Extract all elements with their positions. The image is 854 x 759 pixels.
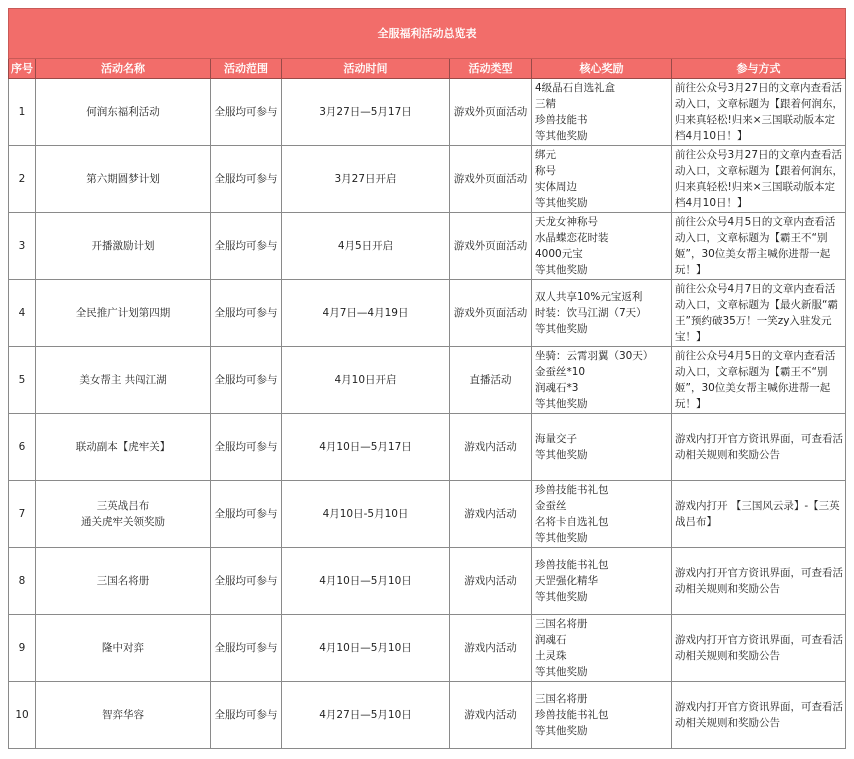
index-text: 7 xyxy=(18,508,26,520)
cell-scope xyxy=(211,414,282,481)
scope-text: 全服均可参与 xyxy=(214,441,278,453)
cell-method xyxy=(672,79,846,146)
name-line: 三英战吕布 xyxy=(96,500,150,512)
index-text: 10 xyxy=(15,709,29,721)
method-text: 游戏内打开官方资讯界面，可查看活动相关规则和奖励公告 xyxy=(675,701,843,729)
cell-time xyxy=(282,548,450,615)
type-text: 游戏外页面活动 xyxy=(453,106,528,118)
cell-index xyxy=(9,414,36,481)
reward-item: 名将卡自选礼包 xyxy=(535,516,609,528)
cell-type xyxy=(450,615,532,682)
table-row xyxy=(9,347,846,414)
cell-index xyxy=(9,347,36,414)
cell-name xyxy=(36,79,211,146)
cell-rewards xyxy=(532,280,672,347)
header-row xyxy=(9,59,846,79)
table-row xyxy=(9,481,846,548)
welfare-overview-sheet xyxy=(8,8,845,749)
type-text: 游戏外页面活动 xyxy=(453,173,528,185)
cell-rewards xyxy=(532,213,672,280)
time-text: 3月27日—5月17日 xyxy=(319,106,412,118)
name-line: 三国名将册 xyxy=(96,575,150,587)
cell-rewards xyxy=(532,347,672,414)
index-text: 5 xyxy=(18,374,26,386)
cell-time xyxy=(282,280,450,347)
cell-scope xyxy=(211,481,282,548)
scope-text: 全服均可参与 xyxy=(214,307,278,319)
name-line: 联动副本【虎牢关】 xyxy=(75,441,171,453)
cell-index xyxy=(9,548,36,615)
method-text: 游戏内打开官方资讯界面，可查看活动相关规则和奖励公告 xyxy=(675,567,843,595)
name-line: 美女帮主 共闯江湖 xyxy=(79,374,167,386)
cell-type xyxy=(450,347,532,414)
cell-rewards xyxy=(532,548,672,615)
column-header-scope: 活动范围 xyxy=(211,59,282,79)
cell-time xyxy=(282,682,450,749)
column-header-index: 序号 xyxy=(9,59,36,79)
type-text: 直播活动 xyxy=(469,374,512,386)
reward-item: 等其他奖励 xyxy=(535,398,588,410)
index-text: 4 xyxy=(18,307,26,319)
cell-name xyxy=(36,682,211,749)
time-text: 4月10日—5月10日 xyxy=(319,575,412,587)
column-header-type: 活动类型 xyxy=(450,59,532,79)
cell-name xyxy=(36,481,211,548)
index-text: 2 xyxy=(18,173,26,185)
time-text: 4月5日开启 xyxy=(337,240,394,252)
table-row xyxy=(9,79,846,146)
reward-item: 三精 xyxy=(535,98,556,110)
cell-name xyxy=(36,615,211,682)
type-text: 游戏内活动 xyxy=(464,508,517,520)
cell-name xyxy=(36,414,211,481)
index-text: 8 xyxy=(18,575,26,587)
reward-item: 等其他奖励 xyxy=(535,449,588,461)
type-text: 游戏内活动 xyxy=(464,642,517,654)
time-text: 4月7日—4月19日 xyxy=(322,307,409,319)
scope-text: 全服均可参与 xyxy=(214,106,278,118)
reward-item: 等其他奖励 xyxy=(535,666,588,678)
cell-type xyxy=(450,414,532,481)
table-row xyxy=(9,414,846,481)
method-text: 前往公众号4月5日的文章内查看活动入口，文章标题为【霸王不“别姬”，30位美女帮主喊你进帮一起玩！】 xyxy=(675,216,836,276)
reward-item: 等其他奖励 xyxy=(535,532,588,544)
table-row xyxy=(9,682,846,749)
method-text: 前往公众号3月27日的文章内查看活动入口，文章标题为【跟着何润东，归来真轻松!归来×三国联动版本定档4月10日！】 xyxy=(675,149,843,209)
reward-item: 水晶蝶恋花时装 xyxy=(535,232,609,244)
column-header-rewards: 核心奖励 xyxy=(532,59,672,79)
cell-rewards xyxy=(532,146,672,213)
time-text: 4月27日—5月10日 xyxy=(319,709,412,721)
cell-name xyxy=(36,146,211,213)
cell-scope xyxy=(211,548,282,615)
index-text: 9 xyxy=(18,642,26,654)
cell-time xyxy=(282,213,450,280)
cell-method xyxy=(672,280,846,347)
cell-type xyxy=(450,548,532,615)
reward-item: 时装：饮马江湖（7天） xyxy=(535,307,647,319)
method-text: 前往公众号3月27日的文章内查看活动入口，文章标题为【跟着何润东，归来真轻松!归来×三国联动版本定档4月10日！】 xyxy=(675,82,843,142)
cell-scope xyxy=(211,682,282,749)
cell-index xyxy=(9,615,36,682)
name-line: 隆中对弈 xyxy=(102,642,144,654)
cell-time xyxy=(282,347,450,414)
cell-scope xyxy=(211,280,282,347)
cell-time xyxy=(282,414,450,481)
reward-item: 土灵珠 xyxy=(535,650,567,662)
reward-item: 珍兽技能书礼包 xyxy=(535,484,609,496)
column-header-name: 活动名称 xyxy=(36,59,211,79)
scope-text: 全服均可参与 xyxy=(214,709,278,721)
cell-scope xyxy=(211,347,282,414)
time-text: 3月27日开启 xyxy=(334,173,397,185)
type-text: 游戏外页面活动 xyxy=(453,307,528,319)
index-text: 6 xyxy=(18,441,26,453)
method-text: 前往公众号4月7日的文章内查看活动入口，文章标题为【最火新服“霸王”预约破35万！一笑zy入驻发元宝！】 xyxy=(675,283,838,343)
time-text: 4月10日开启 xyxy=(334,374,397,386)
reward-item: 4000元宝 xyxy=(535,248,583,260)
cell-type xyxy=(450,79,532,146)
cell-name xyxy=(36,548,211,615)
cell-method xyxy=(672,548,846,615)
cell-type xyxy=(450,481,532,548)
cell-time xyxy=(282,79,450,146)
cell-rewards xyxy=(532,682,672,749)
cell-method xyxy=(672,615,846,682)
cell-time xyxy=(282,615,450,682)
scope-text: 全服均可参与 xyxy=(214,642,278,654)
name-line: 何润东福利活动 xyxy=(86,106,160,118)
scope-text: 全服均可参与 xyxy=(214,575,278,587)
reward-item: 坐骑：云霄羽翼（30天） xyxy=(535,350,654,362)
scope-text: 全服均可参与 xyxy=(214,508,278,520)
reward-item: 实体周边 xyxy=(535,181,577,193)
reward-item: 珍兽技能书礼包 xyxy=(535,559,609,571)
reward-item: 称号 xyxy=(535,165,556,177)
cell-index xyxy=(9,280,36,347)
table-row xyxy=(9,615,846,682)
cell-method xyxy=(672,213,846,280)
table-title: 全服福利活动总览表 xyxy=(9,9,846,59)
column-header-method: 参与方式 xyxy=(672,59,846,79)
name-line: 通关虎牢关领奖励 xyxy=(81,516,165,528)
reward-item: 三国名将册 xyxy=(535,618,588,630)
method-text: 游戏内打开官方资讯界面，可查看活动相关规则和奖励公告 xyxy=(675,433,843,461)
type-text: 游戏外页面活动 xyxy=(453,240,528,252)
reward-item: 等其他奖励 xyxy=(535,130,588,142)
scope-text: 全服均可参与 xyxy=(214,173,278,185)
reward-item: 金蚕丝*10 xyxy=(535,366,586,378)
type-text: 游戏内活动 xyxy=(464,575,517,587)
table-body xyxy=(9,79,846,749)
cell-time xyxy=(282,146,450,213)
cell-method xyxy=(672,481,846,548)
column-header-time: 活动时间 xyxy=(282,59,450,79)
cell-type xyxy=(450,146,532,213)
cell-rewards xyxy=(532,79,672,146)
table-row xyxy=(9,146,846,213)
cell-type xyxy=(450,213,532,280)
method-text: 前往公众号4月5日的文章内查看活动入口，文章标题为【霸王不“别姬”，30位美女帮主喊你进帮一起玩！】 xyxy=(675,350,836,410)
cell-name xyxy=(36,280,211,347)
time-text: 4月10日—5月10日 xyxy=(319,642,412,654)
time-text: 4月10日—5月17日 xyxy=(319,441,412,453)
cell-type xyxy=(450,280,532,347)
reward-item: 润魂石*3 xyxy=(535,382,579,394)
name-line: 开播激励计划 xyxy=(91,240,155,252)
table-row xyxy=(9,280,846,347)
cell-method xyxy=(672,347,846,414)
reward-item: 等其他奖励 xyxy=(535,591,588,603)
reward-item: 珍兽技能书 xyxy=(535,114,588,126)
cell-scope xyxy=(211,79,282,146)
cell-rewards xyxy=(532,615,672,682)
cell-index xyxy=(9,213,36,280)
reward-item: 等其他奖励 xyxy=(535,725,588,737)
name-line: 智弈华容 xyxy=(102,709,144,721)
reward-item: 等其他奖励 xyxy=(535,197,588,209)
activity-table xyxy=(8,8,846,749)
cell-time xyxy=(282,481,450,548)
cell-index xyxy=(9,481,36,548)
reward-item: 海量交子 xyxy=(535,433,577,445)
cell-method xyxy=(672,146,846,213)
cell-method xyxy=(672,682,846,749)
cell-scope xyxy=(211,213,282,280)
scope-text: 全服均可参与 xyxy=(214,374,278,386)
index-text: 1 xyxy=(18,106,26,118)
cell-type xyxy=(450,682,532,749)
cell-rewards xyxy=(532,414,672,481)
reward-item: 等其他奖励 xyxy=(535,264,588,276)
table-row xyxy=(9,213,846,280)
reward-item: 金蚕丝 xyxy=(535,500,567,512)
reward-item: 珍兽技能书礼包 xyxy=(535,709,609,721)
time-text: 4月10日-5月10日 xyxy=(322,508,409,520)
reward-item: 天龙女神称号 xyxy=(535,216,598,228)
table-row xyxy=(9,548,846,615)
type-text: 游戏内活动 xyxy=(464,441,517,453)
method-text: 游戏内打开 【三国风云录】-【三英战吕布】 xyxy=(675,500,840,528)
cell-method xyxy=(672,414,846,481)
cell-scope xyxy=(211,615,282,682)
index-text: 3 xyxy=(18,240,26,252)
cell-index xyxy=(9,682,36,749)
reward-item: 三国名将册 xyxy=(535,693,588,705)
reward-item: 天罡强化精华 xyxy=(535,575,598,587)
method-text: 游戏内打开官方资讯界面，可查看活动相关规则和奖励公告 xyxy=(675,634,843,662)
cell-index xyxy=(9,146,36,213)
reward-item: 等其他奖励 xyxy=(535,323,588,335)
scope-text: 全服均可参与 xyxy=(214,240,278,252)
name-line: 第六期圆梦计划 xyxy=(86,173,160,185)
cell-name xyxy=(36,347,211,414)
reward-item: 4级晶石自选礼盒 xyxy=(535,82,616,94)
cell-name xyxy=(36,213,211,280)
reward-item: 润魂石 xyxy=(535,634,567,646)
cell-rewards xyxy=(532,481,672,548)
cell-index xyxy=(9,79,36,146)
cell-scope xyxy=(211,146,282,213)
name-line: 全民推广计划第四期 xyxy=(75,307,171,319)
reward-item: 双人共享10%元宝返利 xyxy=(535,291,643,303)
type-text: 游戏内活动 xyxy=(464,709,517,721)
reward-item: 绑元 xyxy=(535,149,556,161)
